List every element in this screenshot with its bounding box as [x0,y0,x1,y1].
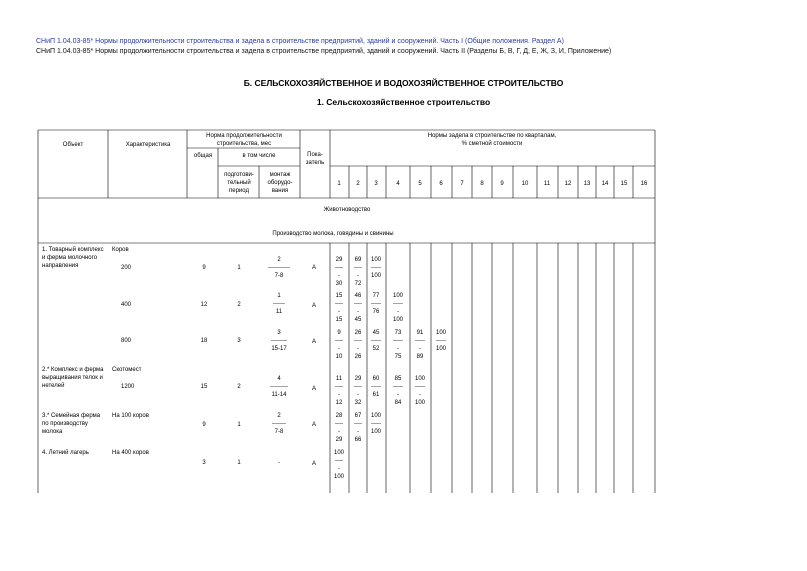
section-title: Животноводство [323,207,371,213]
row1b-q4: 100 ----- - 100 [392,293,404,323]
quarter-12: 12 [564,181,572,187]
row1c-total: 18 [200,338,208,344]
row1c-pok: A [311,339,317,345]
row1a-q2: 69 ---- - 72 [354,257,362,287]
header-object: Объект [62,142,84,148]
quarter-15: 15 [620,181,628,187]
header-total: общая [193,153,213,159]
row2-char: 1200 [121,384,135,390]
row3-q2: 67 ---- - 66 [354,413,362,443]
row2-prep: 2 [237,384,241,390]
row2-q4: 85 ----- - 84 [393,376,403,406]
row1b-prep: 2 [237,302,241,308]
header-indicator: Пока- затель [305,152,325,166]
header-backlog-norms: Нормы задела в строительстве по кварталам, % сметной стоимости [427,133,557,147]
row1a-total: 9 [202,265,206,271]
quarter-4: 4 [396,181,400,187]
row3-q3: 100 ----- 100 [370,413,382,435]
row2-object: 2.* Комплекс и ферма выращивания телок и нетелей [42,367,104,389]
row2-q5: 100 ----- - 100 [414,376,426,406]
quarter-3: 3 [374,181,378,187]
row1a-char: 200 [121,265,132,271]
row1c-char: 800 [121,338,132,344]
quarter-10: 10 [521,181,529,187]
row1b-pok: A [311,303,317,309]
subsection-title: Производство молока, говядины и свинины [272,231,394,237]
row2-total: 15 [200,384,208,390]
link-part-2[interactable]: СНиП 1.04.03-85* Нормы продолжительности строительства и задела в строительстве предприятий, зданий и сооружений. Часть II (Разделы Б, В, Г, Д, Е, Ж, З, И, Приложение) [36,48,612,55]
row4-pok: A [311,461,317,467]
row1b-char: 400 [121,302,132,308]
quarter-8: 8 [480,181,484,187]
row2-q2: 29 ---- - 32 [354,376,362,406]
row4-object: 4. Летний лагерь [42,450,89,456]
row1b-total: 12 [200,302,208,308]
quarter-5: 5 [418,181,422,187]
row2-mont: 4 --------- 11-14 [270,376,288,398]
header-preparatory: подготови- тельный период [224,172,254,194]
quarter-16: 16 [640,181,648,187]
row1c-q3: 45 ----- 52 [371,330,381,352]
page-subtitle: 1. Сельскохозяйственное строительство [316,97,491,107]
quarter-11: 11 [543,181,551,187]
quarter-9: 9 [500,181,504,187]
row1a-pok: A [311,265,317,271]
row1b-q2: 46 ---- - 45 [354,293,362,323]
row4-mont: - [278,460,280,466]
row4-prep: 1 [237,460,241,466]
row1c-q4: 73 ----- - 75 [393,330,403,360]
row3-mont: 2 ------- 7-8 [272,413,286,435]
row2-unit: Скотомест [112,367,142,373]
row2-pok: A [311,386,317,392]
row4-total: 3 [202,460,206,466]
row2-q1: 11 ---- - 12 [335,376,343,406]
quarter-7: 7 [460,181,464,187]
row1c-mont: 3 -------- 15-17 [271,330,287,352]
row3-total: 9 [202,422,206,428]
quarter-1: 1 [337,181,341,187]
row1c-q1: 9 ---- - 10 [335,330,343,360]
row3-object: 3.* Семейная ферма по производству молока [42,413,101,435]
row1c-prep: 3 [237,338,241,344]
row1b-q1: 15 ---- - 15 [335,293,343,323]
row1-unit: Коров [112,247,129,253]
row4-q1: 100 ---- - 100 [333,450,345,480]
row1a-mont: 2 ----------- 7-8 [268,257,290,279]
quarter-14: 14 [601,181,609,187]
row1a-q3: 100 ----- 100 [370,257,382,279]
row1b-q3: 77 ----- 76 [371,293,381,315]
row4-char: На 400 коров [112,450,149,456]
row1c-q5: 91 ----- - 89 [415,330,425,360]
header-duration-norm: Норма продолжительности строительства, мес [206,133,282,147]
row1c-q2: 26 ---- - 26 [354,330,362,360]
quarter-6: 6 [439,181,443,187]
row1a-q1: 29 ---- - 30 [335,257,343,287]
link-part-1[interactable]: СНиП 1.04.03-85* Нормы продолжительности строительства и задела в строительстве предприятий, зданий и сооружений. Часть I (Общие положения. Раздел А) [36,38,564,45]
header-characteristic: Характеристика [125,142,171,148]
page-title: Б. СЕЛЬСКОХОЗЯЙСТВЕННОЕ И ВОДОХОЗЯЙСТВЕННОЕ СТРОИТЕЛЬСТВО [243,78,564,88]
header-including: в том числе [242,153,276,159]
row3-char: На 100 коров [112,413,149,419]
row3-pok: A [311,422,317,428]
quarter-2: 2 [356,181,360,187]
row2-q3: 60 ----- 61 [371,376,381,398]
row1-object: 1. Товарный комплекс и ферма молочного направления [42,247,104,269]
row1b-mont: 1 ------ 11 [273,293,285,315]
quarter-13: 13 [583,181,591,187]
row3-q1: 28 ---- - 29 [335,413,343,443]
row3-prep: 1 [237,422,241,428]
row1c-q6: 100 ----- 100 [435,330,447,352]
row1a-prep: 1 [237,265,241,271]
header-mounting: монтаж оборудо- вания [267,172,293,194]
